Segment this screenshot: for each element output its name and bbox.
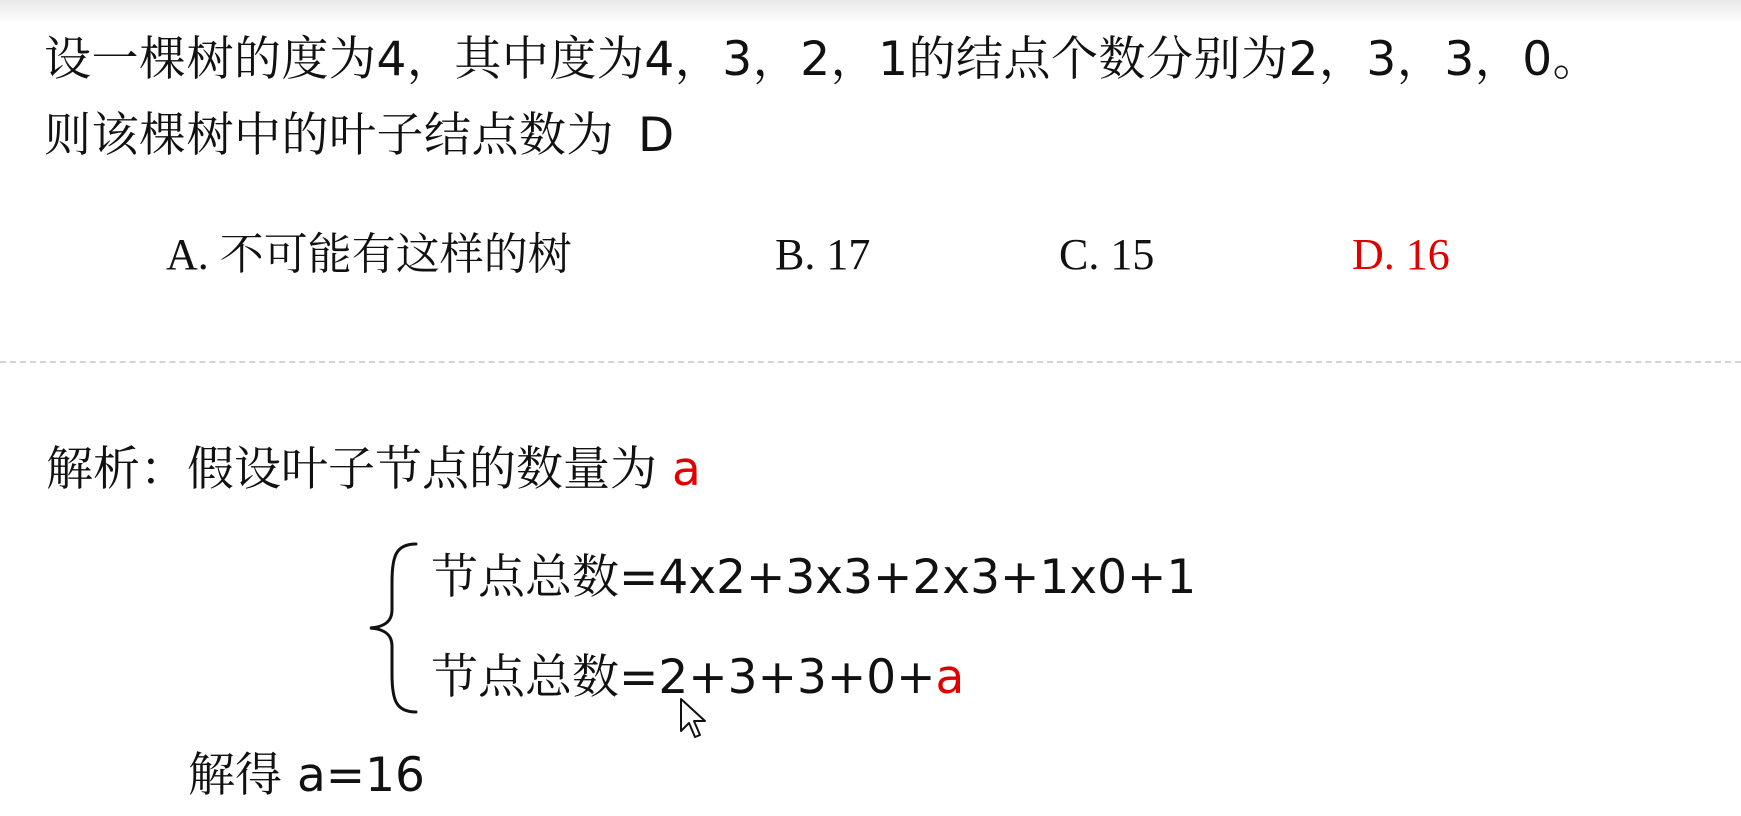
equation-2-variable: a [935, 650, 965, 705]
analysis-text: 解析：假设叶子节点的数量为 [46, 442, 657, 497]
question-line-2 [44, 106, 675, 166]
section-divider [0, 361, 1741, 363]
solution-result: 解得 a=16 [188, 748, 425, 803]
option-b: B. 17 [775, 230, 871, 279]
option-c: C. 15 [1059, 230, 1155, 279]
equation-2-text: 节点总数=2+3+3+0+ [431, 650, 936, 705]
option-d-correct: D. 16 [1352, 230, 1450, 279]
answer-mark: D [638, 108, 675, 163]
equation-brace [366, 540, 422, 716]
question-text: 则该棵树中的叶子结点数为 [44, 108, 614, 163]
analysis-variable: a [671, 442, 701, 497]
equation-1: 节点总数=4x2+3x3+2x3+1x0+1 [431, 550, 1197, 605]
analysis-intro [46, 440, 701, 500]
top-shadow [0, 0, 1741, 24]
mouse-pointer-icon [679, 697, 709, 741]
question-line-1: 设一棵树的度为4，其中度为4，3，2，1的结点个数分别为2，3，3，0。 [44, 32, 1601, 87]
option-a: A. 不可能有这样的树 [166, 230, 572, 279]
